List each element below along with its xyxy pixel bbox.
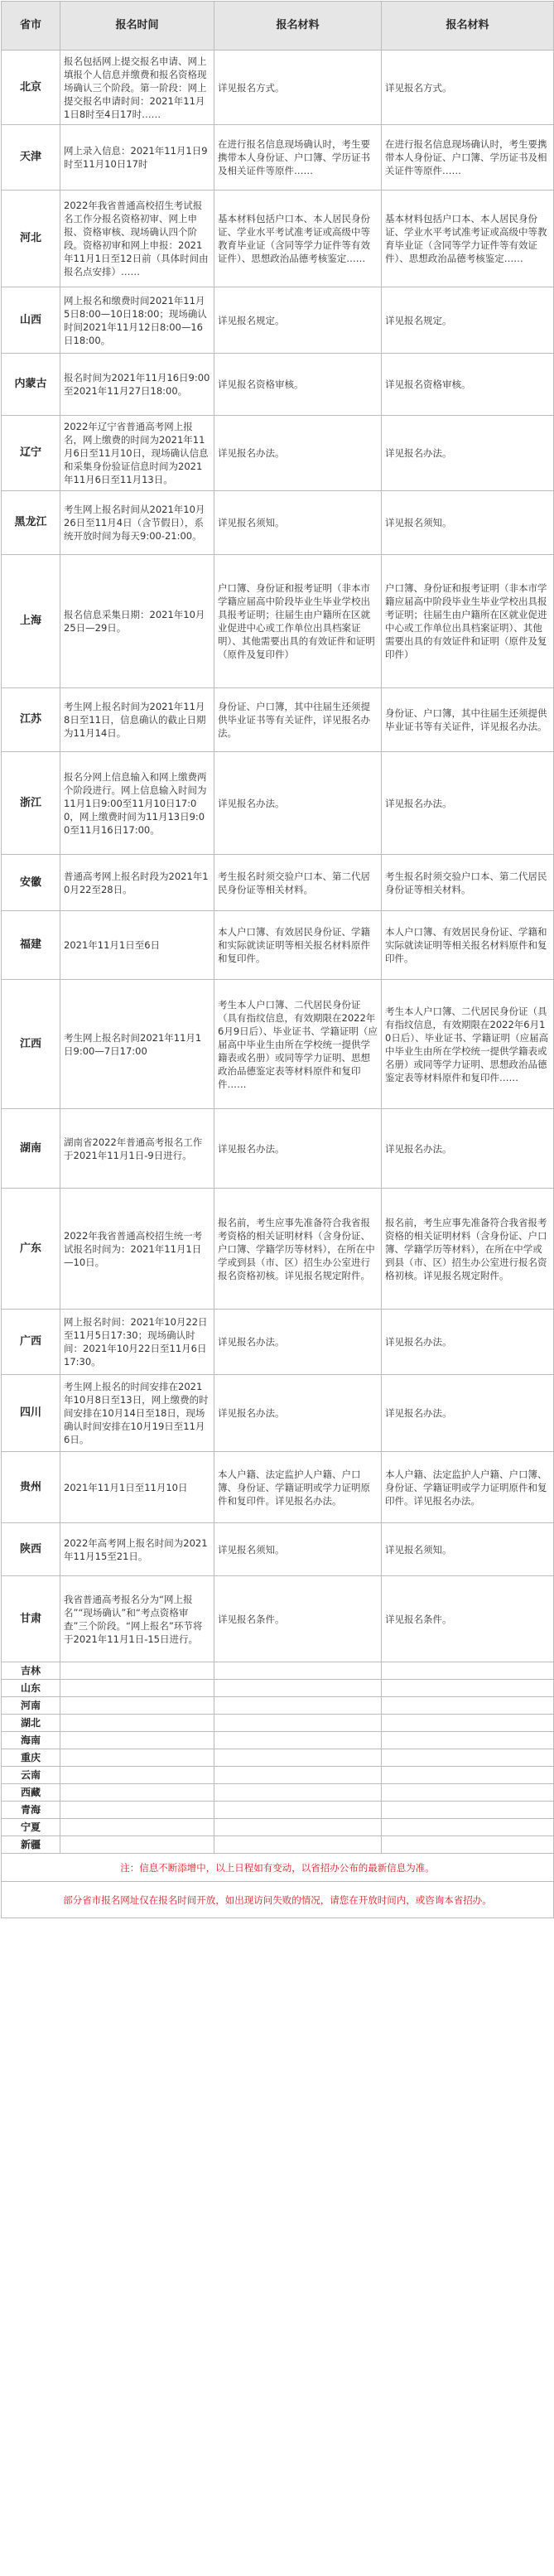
time-cell: 2022年辽宁省普通高考网上报名，网上缴费的时间为2021年11月6日至11月10日，现场确认信息和采集身份验证信息时间为2021年11月6日至11月13日。 bbox=[60, 416, 214, 491]
empty-row bbox=[2, 1697, 554, 1715]
materials-cell: 详见报名办法。 bbox=[214, 752, 382, 855]
table-row bbox=[2, 1452, 554, 1523]
materials-cell-2: 报名前，考生应事先准备符合我省报考资格的相关证明材料（含身份证、户口簿、学籍学历等材料），在所在中学或到县（市、区）招生办公室进行报名资格初核。详见报名规定附件。 bbox=[382, 1189, 554, 1310]
time-cell: 2021年11月1日至11月10日 bbox=[60, 1452, 214, 1523]
materials-cell: 详见报名须知。 bbox=[214, 1523, 382, 1576]
province-cell: 辽宁 bbox=[2, 416, 60, 491]
materials-cell-2: 详见报名资格审核。 bbox=[382, 354, 554, 416]
materials-cell: 基本材料包括户口本、本人居民身份证、学业水平考试准考证或高级中等教育毕业证（含同等学力证件等有效证件）、思想政治品德考核鉴定…… bbox=[214, 191, 382, 287]
empty-row bbox=[2, 1749, 554, 1767]
empty-row bbox=[2, 1819, 554, 1836]
province-cell: 西藏 bbox=[2, 1784, 60, 1802]
table-row bbox=[2, 1310, 554, 1375]
materials-cell-2: 详见报名办法。 bbox=[382, 1109, 554, 1189]
materials-cell-2: 详见报名须知。 bbox=[382, 491, 554, 555]
empty-row bbox=[2, 1767, 554, 1784]
time-cell: 网上报名时间：2021年10月22日至11月5日17:30；现场确认时间：2021年10月22日至11月6日17:30。 bbox=[60, 1310, 214, 1375]
table-row bbox=[2, 1523, 554, 1576]
time-cell: 网上报名和缴费时间2021年11月5日8:00—10日18:00；现场确认时间2021年11月12日8:00—16日18:00。 bbox=[60, 287, 214, 354]
time-cell: 2022年我省普通高校招生统一考试报名时间为：2021年11月1日—10日。 bbox=[60, 1189, 214, 1310]
materials-cell: 详见报名规定。 bbox=[214, 287, 382, 354]
materials-cell-2: 考生本人户口簿、二代居民身份证（具有指纹信息，有效期限在2022年6月10日后）、毕业证书、学籍证明（应届高中毕业生由所在学校统一提供学籍表或名册）或同等学力证明、思想政治品德鉴定表等材料原件和复印件…… bbox=[382, 980, 554, 1109]
notes-row bbox=[2, 1854, 554, 1882]
province-cell: 河北 bbox=[2, 191, 60, 287]
province-cell: 新疆 bbox=[2, 1836, 60, 1854]
materials-cell-2: 详见报名办法。 bbox=[382, 1375, 554, 1452]
table-row bbox=[2, 752, 554, 855]
province-cell: 重庆 bbox=[2, 1749, 60, 1767]
province-cell: 湖北 bbox=[2, 1715, 60, 1732]
materials-cell: 详见报名办法。 bbox=[214, 1109, 382, 1189]
materials-cell: 在进行报名信息现场确认时，考生要携带本人身份证、户口簿、学历证书及相关证件等原件…… bbox=[214, 125, 382, 191]
time-cell: 2022年高考网上报名时间为2021年11月15至21日。 bbox=[60, 1523, 214, 1576]
time-cell: 考生网上报名时间为2021年11月8日至11日，信息确认的截止日期为11月14日。 bbox=[60, 688, 214, 752]
province-cell: 湖南 bbox=[2, 1109, 60, 1189]
table-row bbox=[2, 1375, 554, 1452]
materials-cell-2: 详见报名办法。 bbox=[382, 1310, 554, 1375]
province-cell: 河南 bbox=[2, 1697, 60, 1715]
province-cell: 吉林 bbox=[2, 1662, 60, 1680]
materials-cell: 户口簿、身份证和报考证明（非本市学籍应届高中阶段毕业生毕业学校出具报考证明；往届生由户籍所在区就业促进中心或工作单位出具档案证明）、其他需要出具的有效证件和证明（原件及复印件） bbox=[214, 555, 382, 688]
note-text: 部分省市报名网址仅在报名时间开放，如出现访问失败的情况，请您在开放时间内，或咨询本省招办。 bbox=[2, 1882, 554, 1918]
materials-cell-2: 详见报名条件。 bbox=[382, 1576, 554, 1662]
materials-cell: 本人户口簿、有效居民身份证、学籍和实际就读证明等相关报名材料原件和复印件。 bbox=[214, 911, 382, 980]
time-cell: 2021年11月1日至6日 bbox=[60, 911, 214, 980]
materials-cell: 考生本人户口簿、二代居民身份证（具有指纹信息，有效期限在2022年6月9日后）、毕业证书、学籍证明（应届高中毕业生由所在学校统一提供学籍表或名册）或同等学力证明、思想政治品德鉴定表等材料原件和复印件…… bbox=[214, 980, 382, 1109]
province-cell: 江西 bbox=[2, 980, 60, 1109]
table-row bbox=[2, 1109, 554, 1189]
table-row bbox=[2, 491, 554, 555]
time-cell: 考生网上报名的时间安排在2021年10月8日至13日，网上缴费的时间安排在10月14日至18日，现场确认时间安排在10月19日至11月6日。 bbox=[60, 1375, 214, 1452]
province-cell: 安徽 bbox=[2, 855, 60, 911]
table-row bbox=[2, 1576, 554, 1662]
header-row bbox=[2, 2, 554, 51]
time-cell: 考生网上报名时间从2021年10月26日至11月4日（含节假日），系统开放时间为每天9:00-21:00。 bbox=[60, 491, 214, 555]
empty-row bbox=[2, 1732, 554, 1749]
materials-cell-2: 本人户籍、法定监护人户籍、户口簿、身份证、学籍证明或学力证明原件和复印件。详见报名办法。 bbox=[382, 1452, 554, 1523]
materials-cell: 报名前，考生应事先准备符合我省报考资格的相关证明材料（含身份证、户口簿、学籍学历等材料），在所在中学或到县（市、区）招生办公室进行报名资格初核。详见报名规定附件。 bbox=[214, 1189, 382, 1310]
table-row bbox=[2, 416, 554, 491]
materials-cell: 本人户籍、法定监护人户籍、户口簿、身份证、学籍证明或学力证明原件和复印件。详见报名办法。 bbox=[214, 1452, 382, 1523]
province-cell: 上海 bbox=[2, 555, 60, 688]
header-materials: 报名材料 bbox=[214, 2, 382, 51]
header-materials-2: 报名材料 bbox=[382, 2, 554, 51]
materials-cell: 身份证、户口簿，其中往届生还须提供毕业证书等有关证件，详见报名办法。 bbox=[214, 688, 382, 752]
province-cell: 天津 bbox=[2, 125, 60, 191]
province-cell: 陕西 bbox=[2, 1523, 60, 1576]
province-cell: 北京 bbox=[2, 51, 60, 125]
province-cell: 黑龙江 bbox=[2, 491, 60, 555]
empty-row bbox=[2, 1836, 554, 1854]
registration-table bbox=[1, 1, 554, 1918]
time-cell: 普通高考网上报名时段为2021年10月22至28日。 bbox=[60, 855, 214, 911]
materials-cell: 详见报名资格审核。 bbox=[214, 354, 382, 416]
province-cell: 四川 bbox=[2, 1375, 60, 1452]
empty-row bbox=[2, 1802, 554, 1819]
materials-cell-2: 户口簿、身份证和报考证明（非本市学籍应届高中阶段毕业生毕业学校出具报考证明；往届生由户籍所在区就业促进中心或工作单位出具档案证明）、其他需要出具的有效证件和证明（原件及复印件） bbox=[382, 555, 554, 688]
materials-cell-2: 详见报名办法。 bbox=[382, 752, 554, 855]
province-cell: 内蒙古 bbox=[2, 354, 60, 416]
province-cell: 青海 bbox=[2, 1802, 60, 1819]
notes-row bbox=[2, 1882, 554, 1918]
materials-cell: 考生报名时须交验户口本、第二代居民身份证等相关材料。 bbox=[214, 855, 382, 911]
table-row bbox=[2, 688, 554, 752]
materials-cell-2: 基本材料包括户口本、本人居民身份证、学业水平考试准考证或高级中等教育毕业证（含同等学力证件等有效证件）、思想政治品德考核鉴定…… bbox=[382, 191, 554, 287]
time-cell: 网上录入信息：2021年11月1日9时至11月10日17时 bbox=[60, 125, 214, 191]
province-cell: 贵州 bbox=[2, 1452, 60, 1523]
table-row bbox=[2, 125, 554, 191]
time-cell: 报名包括网上提交报名申请、网上填报个人信息并缴费和报名资格现场确认三个阶段。第一阶段：网上提交报名申请时间：2021年11月1日8时至4日17时…… bbox=[60, 51, 214, 125]
materials-cell-2: 详见报名须知。 bbox=[382, 1523, 554, 1576]
province-cell: 江苏 bbox=[2, 688, 60, 752]
table-row bbox=[2, 555, 554, 688]
empty-row bbox=[2, 1715, 554, 1732]
materials-cell-2: 详见报名规定。 bbox=[382, 287, 554, 354]
province-cell: 云南 bbox=[2, 1767, 60, 1784]
materials-cell-2: 考生报名时须交验户口本、第二代居民身份证等相关材料。 bbox=[382, 855, 554, 911]
materials-cell: 详见报名条件。 bbox=[214, 1576, 382, 1662]
time-cell: 考生网上报名时间2021年11月1日9:00—7日17:00 bbox=[60, 980, 214, 1109]
table-row bbox=[2, 980, 554, 1109]
province-cell: 浙江 bbox=[2, 752, 60, 855]
time-cell: 报名信息采集日期：2021年10月25日—29日。 bbox=[60, 555, 214, 688]
materials-cell: 详见报名办法。 bbox=[214, 1375, 382, 1452]
province-cell: 广西 bbox=[2, 1310, 60, 1375]
materials-cell: 详见报名须知。 bbox=[214, 491, 382, 555]
table-row bbox=[2, 354, 554, 416]
materials-cell-2: 在进行报名信息现场确认时，考生要携带本人身份证、户口簿、学历证书及相关证件等原件…… bbox=[382, 125, 554, 191]
table-row bbox=[2, 191, 554, 287]
time-cell: 报名分网上信息输入和网上缴费两个阶段进行。网上信息输入时间为11月1日9:00至11月10日17:00，网上缴费时间为11月13日9:00至11月16日17:00。 bbox=[60, 752, 214, 855]
time-cell: 报名时间为2021年11月16日9:00至2021年11月27日18:00。 bbox=[60, 354, 214, 416]
materials-cell-2: 详见报名办法。 bbox=[382, 416, 554, 491]
empty-row bbox=[2, 1784, 554, 1802]
province-cell: 海南 bbox=[2, 1732, 60, 1749]
materials-cell-2: 本人户口簿、有效居民身份证、学籍和实际就读证明等相关报名材料原件和复印件。 bbox=[382, 911, 554, 980]
table-row bbox=[2, 855, 554, 911]
materials-cell: 详见报名办法。 bbox=[214, 1310, 382, 1375]
table-row bbox=[2, 911, 554, 980]
header-time: 报名时间 bbox=[60, 2, 214, 51]
province-cell: 山西 bbox=[2, 287, 60, 354]
materials-cell: 详见报名办法。 bbox=[214, 416, 382, 491]
table-row bbox=[2, 51, 554, 125]
province-cell: 甘肃 bbox=[2, 1576, 60, 1662]
province-cell: 福建 bbox=[2, 911, 60, 980]
province-cell: 宁夏 bbox=[2, 1819, 60, 1836]
header-province: 省市 bbox=[2, 2, 60, 51]
table-row bbox=[2, 287, 554, 354]
empty-row bbox=[2, 1680, 554, 1697]
province-cell: 山东 bbox=[2, 1680, 60, 1697]
table-row bbox=[2, 1189, 554, 1310]
time-cell: 湖南省2022年普通高考报名工作于2021年11月1日-9日进行。 bbox=[60, 1109, 214, 1189]
materials-cell-2: 详见报名方式。 bbox=[382, 51, 554, 125]
materials-cell-2: 身份证、户口簿，其中往届生还须提供毕业证书等有关证件，详见报名办法。 bbox=[382, 688, 554, 752]
time-cell: 2022年我省普通高校招生考试报名工作分报名资格初审、网上申报、资格审核、现场确认四个阶段。资格初审和网上申报：2021年11月1日至12日前（具体时间由报名点安排）…… bbox=[60, 191, 214, 287]
province-cell: 广东 bbox=[2, 1189, 60, 1310]
time-cell: 我省普通高考报名分为“网上报名”“现场确认”和“考点资格审查”三个阶段。“网上报名”环节将于2021年11月1日-15日进行。 bbox=[60, 1576, 214, 1662]
note-text: 注：信息不断添增中，以上日程如有变动，以省招办公布的最新信息为准。 bbox=[2, 1854, 554, 1882]
materials-cell: 详见报名方式。 bbox=[214, 51, 382, 125]
empty-row bbox=[2, 1662, 554, 1680]
